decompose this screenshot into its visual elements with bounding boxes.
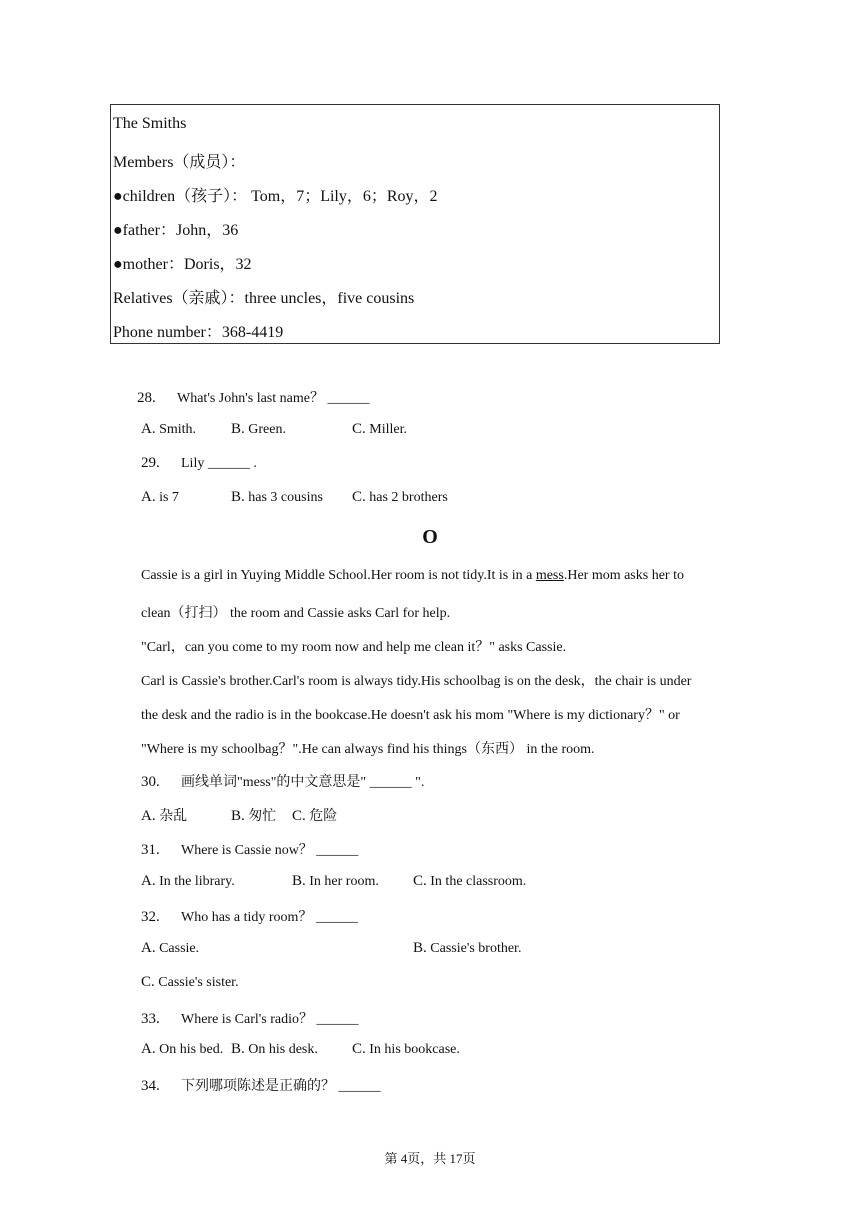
question-number: 30. xyxy=(141,774,160,790)
card-line: ●children（孩子）： Tom，7；Lily，6；Roy，2 xyxy=(113,188,438,205)
card-line: ●father：John，36 xyxy=(113,222,239,239)
option-c: C. 危险 xyxy=(292,808,338,824)
question-text: Lily ______ . xyxy=(181,456,257,471)
question-text: Who has a tidy room？ ______ xyxy=(181,910,358,925)
question-33 xyxy=(141,1008,358,1028)
question-text: 下列哪项陈述是正确的？ ______ xyxy=(181,1079,381,1094)
option-b: B. In her room. xyxy=(292,873,379,889)
option-c: C. has 2 brothers xyxy=(352,489,448,505)
question-text: Where is Carl's radio？ ______ xyxy=(181,1012,359,1027)
option-b: B. has 3 cousins xyxy=(231,489,323,505)
card-line: Members（成员）： xyxy=(113,154,246,171)
question-text: Where is Cassie now？ ______ xyxy=(181,843,359,858)
option-c: C. In the classroom. xyxy=(413,873,527,889)
option-b: B. On his desk. xyxy=(231,1041,318,1057)
option-b: B. 匆忙 xyxy=(231,808,277,824)
option-b: B. Green. xyxy=(231,421,286,437)
question-30 xyxy=(141,771,424,791)
option-b: B. Cassie's brother. xyxy=(413,940,522,956)
question-number: 31. xyxy=(141,842,160,858)
question-text: What's John's last name？ ______ xyxy=(177,391,370,406)
card-line: ●mother：Doris，32 xyxy=(113,256,252,273)
card-line: Phone number：368-4419 xyxy=(113,324,284,341)
question-text: 画线单词"mess"的中文意思是" ______ ". xyxy=(181,775,425,790)
question-number: 32. xyxy=(141,909,160,925)
option-a: A. is 7 xyxy=(141,489,179,505)
section-heading: O xyxy=(422,526,438,548)
option-a: A. On his bed. xyxy=(141,1041,224,1057)
underlined-word: mess xyxy=(535,568,564,583)
passage-line: clean（打扫） the room and Cassie asks Carl for help. xyxy=(141,606,451,621)
option-c: C. Miller. xyxy=(352,421,407,437)
card-line: The Smiths xyxy=(113,115,187,132)
passage-line: Carl is Cassie's brother.Carl's room is always tidy.His schoolbag is on the desk，the chair is under xyxy=(141,674,692,689)
passage-line: the desk and the radio is in the bookcase.He doesn't ask his mom "Where is my dictionary？" or xyxy=(141,708,680,723)
page-footer: 第 4页，共 17页 xyxy=(384,1151,476,1166)
question-34 xyxy=(141,1075,381,1095)
card-line: Relatives（亲戚）：three uncles，five cousins xyxy=(113,290,415,307)
option-a: A. 杂乱 xyxy=(141,808,188,824)
passage-line: "Where is my schoolbag？".He can always find his things（东西） in the room. xyxy=(141,742,595,757)
passage-line: Cassie is a girl in Yuying Middle School.Her room is not tidy.It is in a mess.Her mom asks her to xyxy=(141,568,684,583)
option-a: A. Smith. xyxy=(141,421,197,437)
option-c: C. Cassie's sister. xyxy=(141,974,239,990)
question-32 xyxy=(141,906,358,926)
option-c: C. In his bookcase. xyxy=(352,1041,460,1057)
question-number: 29. xyxy=(141,455,160,471)
passage-line: "Carl，can you come to my room now and help me clean it？" asks Cassie. xyxy=(141,640,567,655)
question-number: 34. xyxy=(141,1078,160,1094)
question-31 xyxy=(141,839,358,859)
option-a: A. Cassie. xyxy=(141,940,200,956)
question-number: 28. xyxy=(137,390,156,406)
question-29 xyxy=(141,455,257,472)
question-28 xyxy=(137,387,369,407)
option-a: A. In the library. xyxy=(141,873,235,889)
family-info-card xyxy=(110,104,720,344)
question-number: 33. xyxy=(141,1011,160,1027)
